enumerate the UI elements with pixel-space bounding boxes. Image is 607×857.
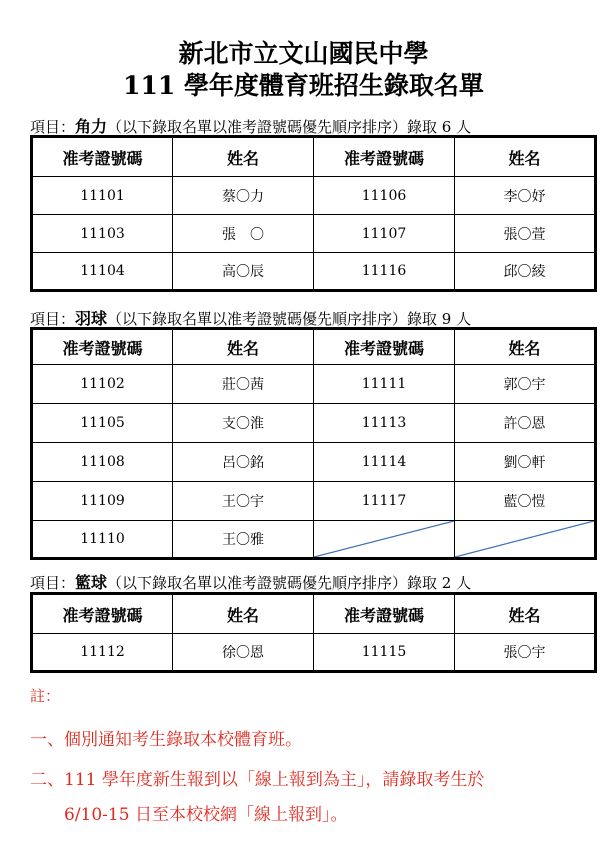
name-cell: 王〇宇 xyxy=(173,482,314,521)
table-header-row xyxy=(32,137,596,177)
name-cell: 呂〇銘 xyxy=(173,443,314,482)
name-cell: 李〇妤 xyxy=(455,177,596,215)
note-item-2: 二、111 學年度新生報到以「線上報到為主」，請錄取考生於 xyxy=(30,770,485,790)
admission-table-badminton xyxy=(30,327,597,560)
exam-no-cell: 11114 xyxy=(314,443,455,482)
name-cell: 莊〇茜 xyxy=(173,365,314,404)
name-cell: 許〇恩 xyxy=(455,404,596,443)
table-header-row xyxy=(32,594,596,634)
name-cell: 郭〇宇 xyxy=(455,365,596,404)
header-exam-no: 准考證號碼 xyxy=(314,137,455,177)
section-label-basketball xyxy=(30,570,471,593)
table-row xyxy=(32,404,596,443)
name-cell: 張〇宇 xyxy=(455,634,596,672)
exam-no-cell: 11101 xyxy=(32,177,173,215)
header-name: 姓名 xyxy=(455,329,596,365)
exam-no-cell: 11116 xyxy=(314,253,455,291)
exam-no-cell: 11107 xyxy=(314,215,455,253)
table-row xyxy=(32,634,596,672)
empty-cell-slashed xyxy=(314,521,455,559)
page-title: 新北市立文山國民中學 xyxy=(178,39,429,68)
header-name: 姓名 xyxy=(173,594,314,634)
name-cell: 蔡〇力 xyxy=(173,177,314,215)
section-prefix: 項目： xyxy=(30,574,76,592)
section-sport: 籃球 xyxy=(75,573,108,592)
name-cell: 王〇雅 xyxy=(173,521,314,559)
name-cell: 張〇萱 xyxy=(455,215,596,253)
exam-no-cell: 11103 xyxy=(32,215,173,253)
name-cell: 高〇辰 xyxy=(173,253,314,291)
page-subtitle: 111 學年度體育班招生錄取名單 xyxy=(123,71,484,100)
table-row xyxy=(32,177,596,215)
exam-no-cell: 11105 xyxy=(32,404,173,443)
name-cell: 張 〇 xyxy=(173,215,314,253)
name-cell: 邱〇綾 xyxy=(455,253,596,291)
exam-no-cell: 11111 xyxy=(314,365,455,404)
header-name: 姓名 xyxy=(173,329,314,365)
exam-no-cell: 11117 xyxy=(314,482,455,521)
table-header-row xyxy=(32,329,596,365)
note-item-2-continued: 6/10-15 日至本校校網「線上報到」。 xyxy=(64,805,348,825)
exam-no-cell: 11104 xyxy=(32,253,173,291)
header-name: 姓名 xyxy=(173,137,314,177)
header-exam-no: 准考證號碼 xyxy=(314,329,455,365)
section-sport: 羽球 xyxy=(75,309,108,328)
exam-no-cell: 11115 xyxy=(314,634,455,672)
name-cell: 劉〇軒 xyxy=(455,443,596,482)
exam-no-cell: 11112 xyxy=(32,634,173,672)
header-exam-no: 准考證號碼 xyxy=(32,594,173,634)
section-label-wrestling xyxy=(30,114,471,137)
exam-no-cell: 11110 xyxy=(32,521,173,559)
section-desc: （以下錄取名單以准考證號碼優先順序排序）錄取 9 人 xyxy=(107,310,472,328)
header-exam-no: 准考證號碼 xyxy=(32,329,173,365)
exam-no-cell: 11109 xyxy=(32,482,173,521)
name-cell: 支〇淮 xyxy=(173,404,314,443)
table-row xyxy=(32,365,596,404)
section-prefix: 項目： xyxy=(30,118,76,136)
exam-no-cell: 11108 xyxy=(32,443,173,482)
header-name: 姓名 xyxy=(455,137,596,177)
table-row xyxy=(32,443,596,482)
header-exam-no: 准考證號碼 xyxy=(32,137,173,177)
exam-no-cell: 11113 xyxy=(314,404,455,443)
admission-table-basketball xyxy=(30,592,597,673)
name-cell: 徐〇恩 xyxy=(173,634,314,672)
header-name: 姓名 xyxy=(455,594,596,634)
section-prefix: 項目： xyxy=(30,310,76,328)
table-row xyxy=(32,215,596,253)
header-exam-no: 准考證號碼 xyxy=(314,594,455,634)
section-label-badminton xyxy=(30,306,471,329)
exam-no-cell: 11102 xyxy=(32,365,173,404)
table-row xyxy=(32,521,596,559)
table-row xyxy=(32,482,596,521)
section-desc: （以下錄取名單以准考證號碼優先順序排序）錄取 2 人 xyxy=(107,574,472,592)
section-desc: （以下錄取名單以准考證號碼優先順序排序）錄取 6 人 xyxy=(107,118,472,136)
diagonal-slash-icon xyxy=(314,521,454,557)
name-cell: 藍〇愷 xyxy=(455,482,596,521)
table-row xyxy=(32,253,596,291)
admission-table-wrestling xyxy=(30,135,597,292)
diagonal-slash-icon xyxy=(455,521,594,557)
exam-no-cell: 11106 xyxy=(314,177,455,215)
section-sport: 角力 xyxy=(75,117,108,136)
note-item-1: 一、個別通知考生錄取本校體育班。 xyxy=(30,730,302,750)
notes-heading: 註： xyxy=(30,687,61,705)
empty-cell-slashed xyxy=(455,521,596,559)
